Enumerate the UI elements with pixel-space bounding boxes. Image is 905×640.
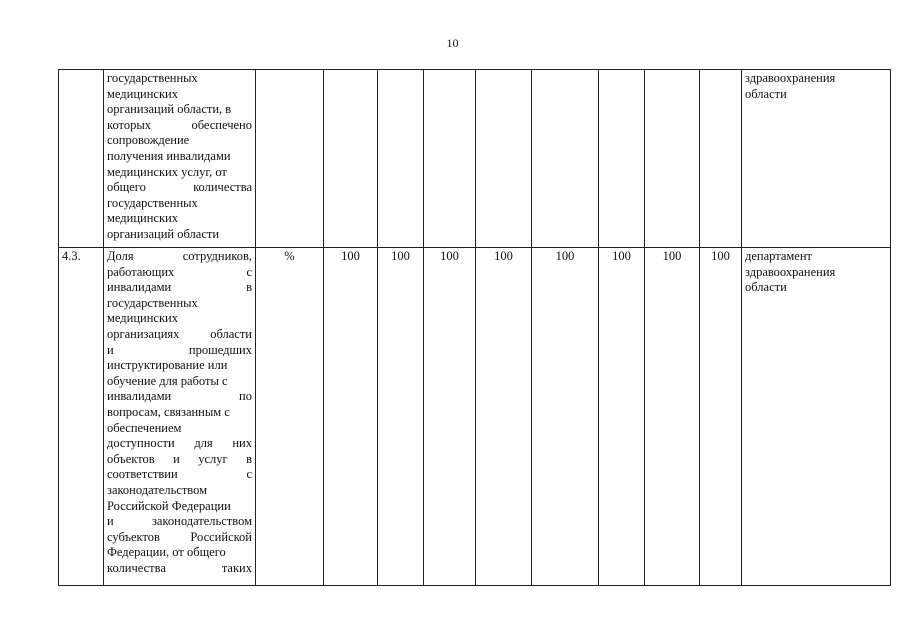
indicator-name-line: инвалидами по: [107, 389, 252, 404]
indicator-name-line: государственных: [107, 71, 198, 85]
indicator-name-line: обучение для работы с: [107, 373, 228, 388]
value-cell: [645, 70, 700, 248]
indicator-name-line: сопровождение: [107, 133, 190, 148]
value-cell: [324, 70, 378, 248]
indicator-name-line: соответствии с: [107, 467, 252, 482]
indicator-name-line: Российской Федерации: [107, 498, 231, 513]
indicator-name-line: субъектов Российской: [107, 529, 252, 544]
unit-cell: %: [256, 248, 324, 586]
executor-line: департамент: [745, 249, 813, 263]
executor-line: области: [745, 280, 787, 295]
indicator-name-line: Доля сотрудников,: [107, 249, 252, 263]
row-index-cell: 4.3.: [59, 248, 104, 586]
value-cell: 100: [599, 248, 645, 586]
executor-line: здравоохранения: [745, 71, 836, 85]
indicator-name-line: и законодательством: [107, 514, 252, 529]
value-cell: [599, 70, 645, 248]
value-cell: [532, 70, 599, 248]
value-cell: 100: [324, 248, 378, 586]
indicator-name-line: организаций области: [107, 226, 220, 241]
value-cell: [424, 70, 476, 248]
indicator-name-line: организациях области: [107, 326, 252, 341]
indicator-name-line: государственных: [107, 195, 198, 210]
value-cell: 100: [700, 248, 742, 586]
indicator-name-line: объектов и услуг в: [107, 451, 252, 466]
indicator-name-line: организаций области, в: [107, 102, 232, 117]
value-cell: [378, 70, 424, 248]
indicator-name-line: доступности для них: [107, 436, 252, 451]
indicator-name-line: инвалидами в: [107, 280, 252, 295]
indicator-name-cell: [104, 248, 256, 586]
indicator-name-line: законодательством: [107, 482, 208, 497]
value-cell: 100: [476, 248, 532, 586]
indicators-table: [58, 69, 891, 586]
indicator-name-line: медицинских услуг, от: [107, 164, 227, 179]
table-row: [59, 70, 891, 248]
executor-line: здравоохранения: [745, 264, 836, 279]
table-row: [59, 248, 891, 586]
indicator-name-line: работающих с: [107, 264, 252, 279]
indicator-name-line: медицинских: [107, 211, 178, 226]
indicator-name-line: Федерации, от общего: [107, 545, 226, 560]
indicator-name-line: и прошедших: [107, 342, 252, 357]
value-cell: 100: [378, 248, 424, 586]
table-body: [59, 70, 891, 586]
page-number: 10: [446, 36, 459, 50]
indicator-name-cell: [104, 70, 256, 248]
executor-cell: [742, 248, 891, 586]
indicator-name-line: инструктирование или: [107, 358, 228, 373]
value-cell: 100: [645, 248, 700, 586]
executor-cell: [742, 70, 891, 248]
indicator-name-line: вопросам, связанным с: [107, 404, 230, 419]
value-cell: 100: [532, 248, 599, 586]
indicator-name-line: которых обеспечено: [107, 117, 252, 132]
indicator-name-line: общего количества: [107, 180, 252, 195]
executor-line: области: [745, 86, 787, 101]
indicator-name-line: количества таких: [107, 560, 252, 575]
row-index-cell: [59, 70, 104, 248]
value-cell: 100: [424, 248, 476, 586]
indicator-name-line: получения инвалидами: [107, 148, 231, 163]
value-cell: [476, 70, 532, 248]
indicator-name-line: обеспечением: [107, 420, 182, 435]
indicator-name-line: медицинских: [107, 86, 178, 101]
unit-cell: [256, 70, 324, 248]
indicator-name-line: медицинских: [107, 311, 178, 326]
indicator-name-line: государственных: [107, 295, 198, 310]
value-cell: [700, 70, 742, 248]
